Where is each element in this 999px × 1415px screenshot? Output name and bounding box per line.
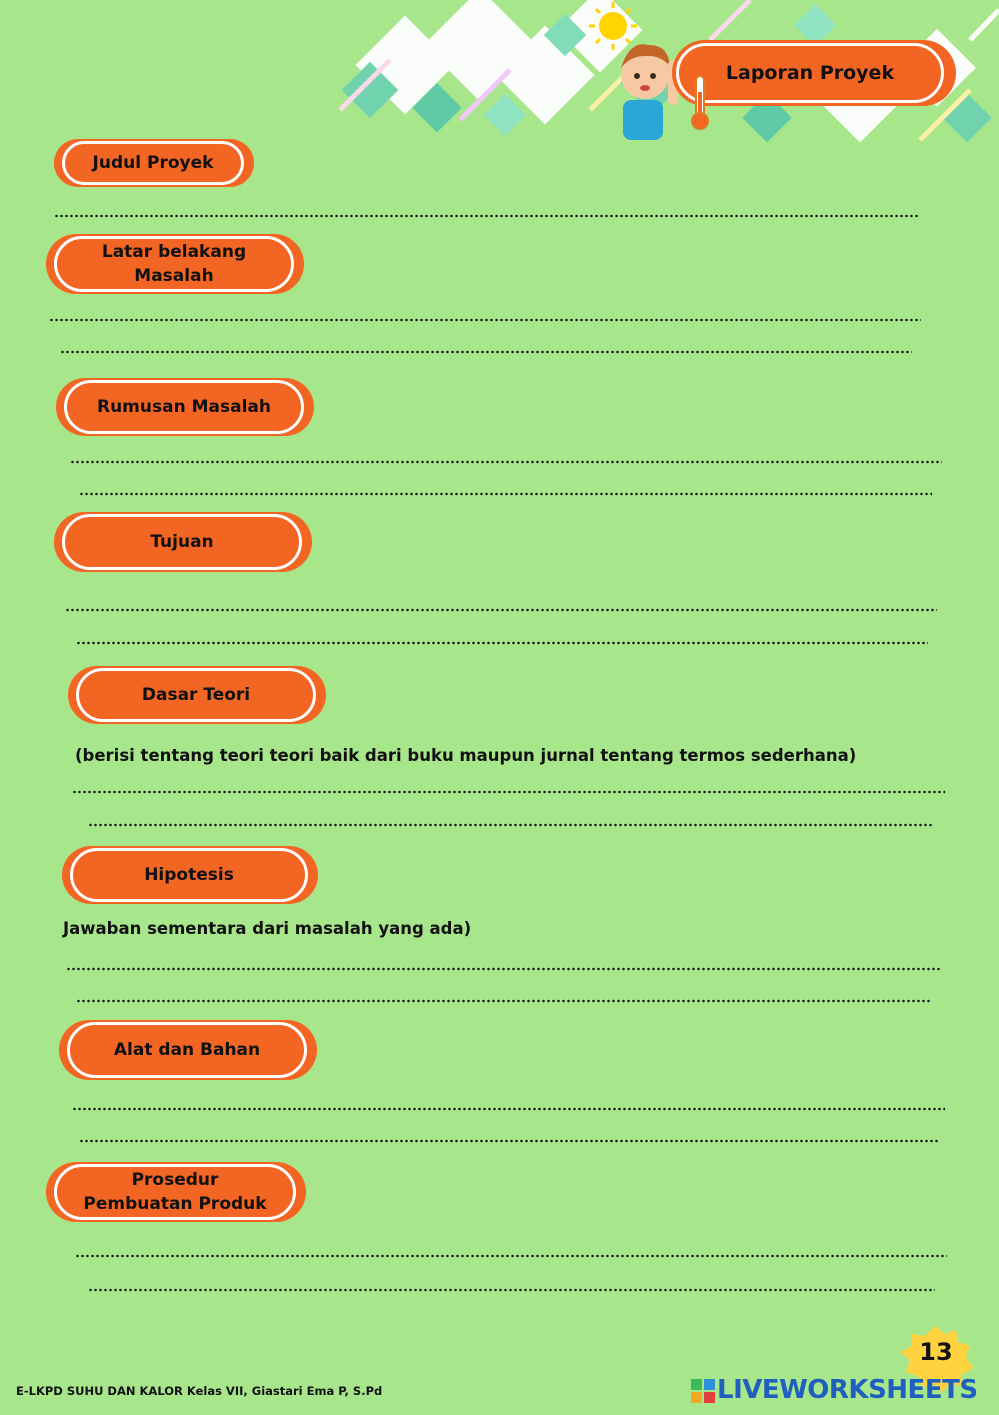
answer-line[interactable]: [72, 790, 945, 794]
brand-wordmark[interactable]: LIVEWORKSHEETS: [717, 1375, 978, 1405]
answer-line[interactable]: [66, 967, 940, 971]
section-label: Prosedur Pembuatan Produk: [54, 1164, 296, 1220]
answer-line[interactable]: [60, 350, 912, 354]
section-label: Judul Proyek: [62, 141, 244, 185]
section-pill-tujuan: [54, 512, 312, 572]
answer-line[interactable]: [54, 214, 920, 218]
section-pill-latar-belakang: [46, 234, 304, 294]
answer-line[interactable]: [79, 492, 932, 496]
section-pill-hipotesis: [62, 846, 318, 904]
section-note: (berisi tentang teori teori baik dari buku maupun jurnal tentang termos sederhana): [75, 746, 857, 765]
answer-line[interactable]: [75, 1254, 947, 1258]
answer-line[interactable]: [88, 823, 934, 827]
liveworksheets-logo-icon: [691, 1379, 715, 1403]
section-label: Alat dan Bahan: [67, 1022, 307, 1078]
section-label: Latar belakang Masalah: [54, 236, 294, 292]
section-pill-prosedur: [46, 1162, 306, 1222]
section-label: Dasar Teori: [76, 668, 316, 722]
section-label: Tujuan: [62, 514, 302, 570]
section-label: Hipotesis: [70, 848, 308, 902]
section-label: Rumusan Masalah: [64, 380, 304, 434]
answer-line[interactable]: [72, 1107, 945, 1111]
answer-line[interactable]: [76, 999, 931, 1003]
boy-illustration: [621, 44, 678, 140]
answer-line[interactable]: [79, 1139, 940, 1143]
answer-line[interactable]: [88, 1288, 935, 1292]
page-title: Laporan Proyek: [725, 62, 895, 84]
answer-line[interactable]: [76, 641, 928, 645]
header-title-pill: [672, 40, 956, 106]
section-pill-alat-dan-bahan: [59, 1020, 317, 1080]
footer-credit: E-LKPD SUHU DAN KALOR Kelas VII, Giastari Ema P, S.Pd: [16, 1384, 383, 1398]
answer-line[interactable]: [70, 460, 942, 464]
section-note: Jawaban sementara dari masalah yang ada): [63, 919, 472, 938]
section-pill-rumusan-masalah: [56, 378, 314, 436]
page-number: 13: [919, 1338, 953, 1366]
answer-line[interactable]: [65, 608, 937, 612]
section-pill-judul-proyek: [54, 139, 254, 187]
answer-line[interactable]: [49, 318, 921, 322]
thermometer-icon: [689, 74, 711, 132]
section-pill-dasar-teori: [68, 666, 326, 724]
